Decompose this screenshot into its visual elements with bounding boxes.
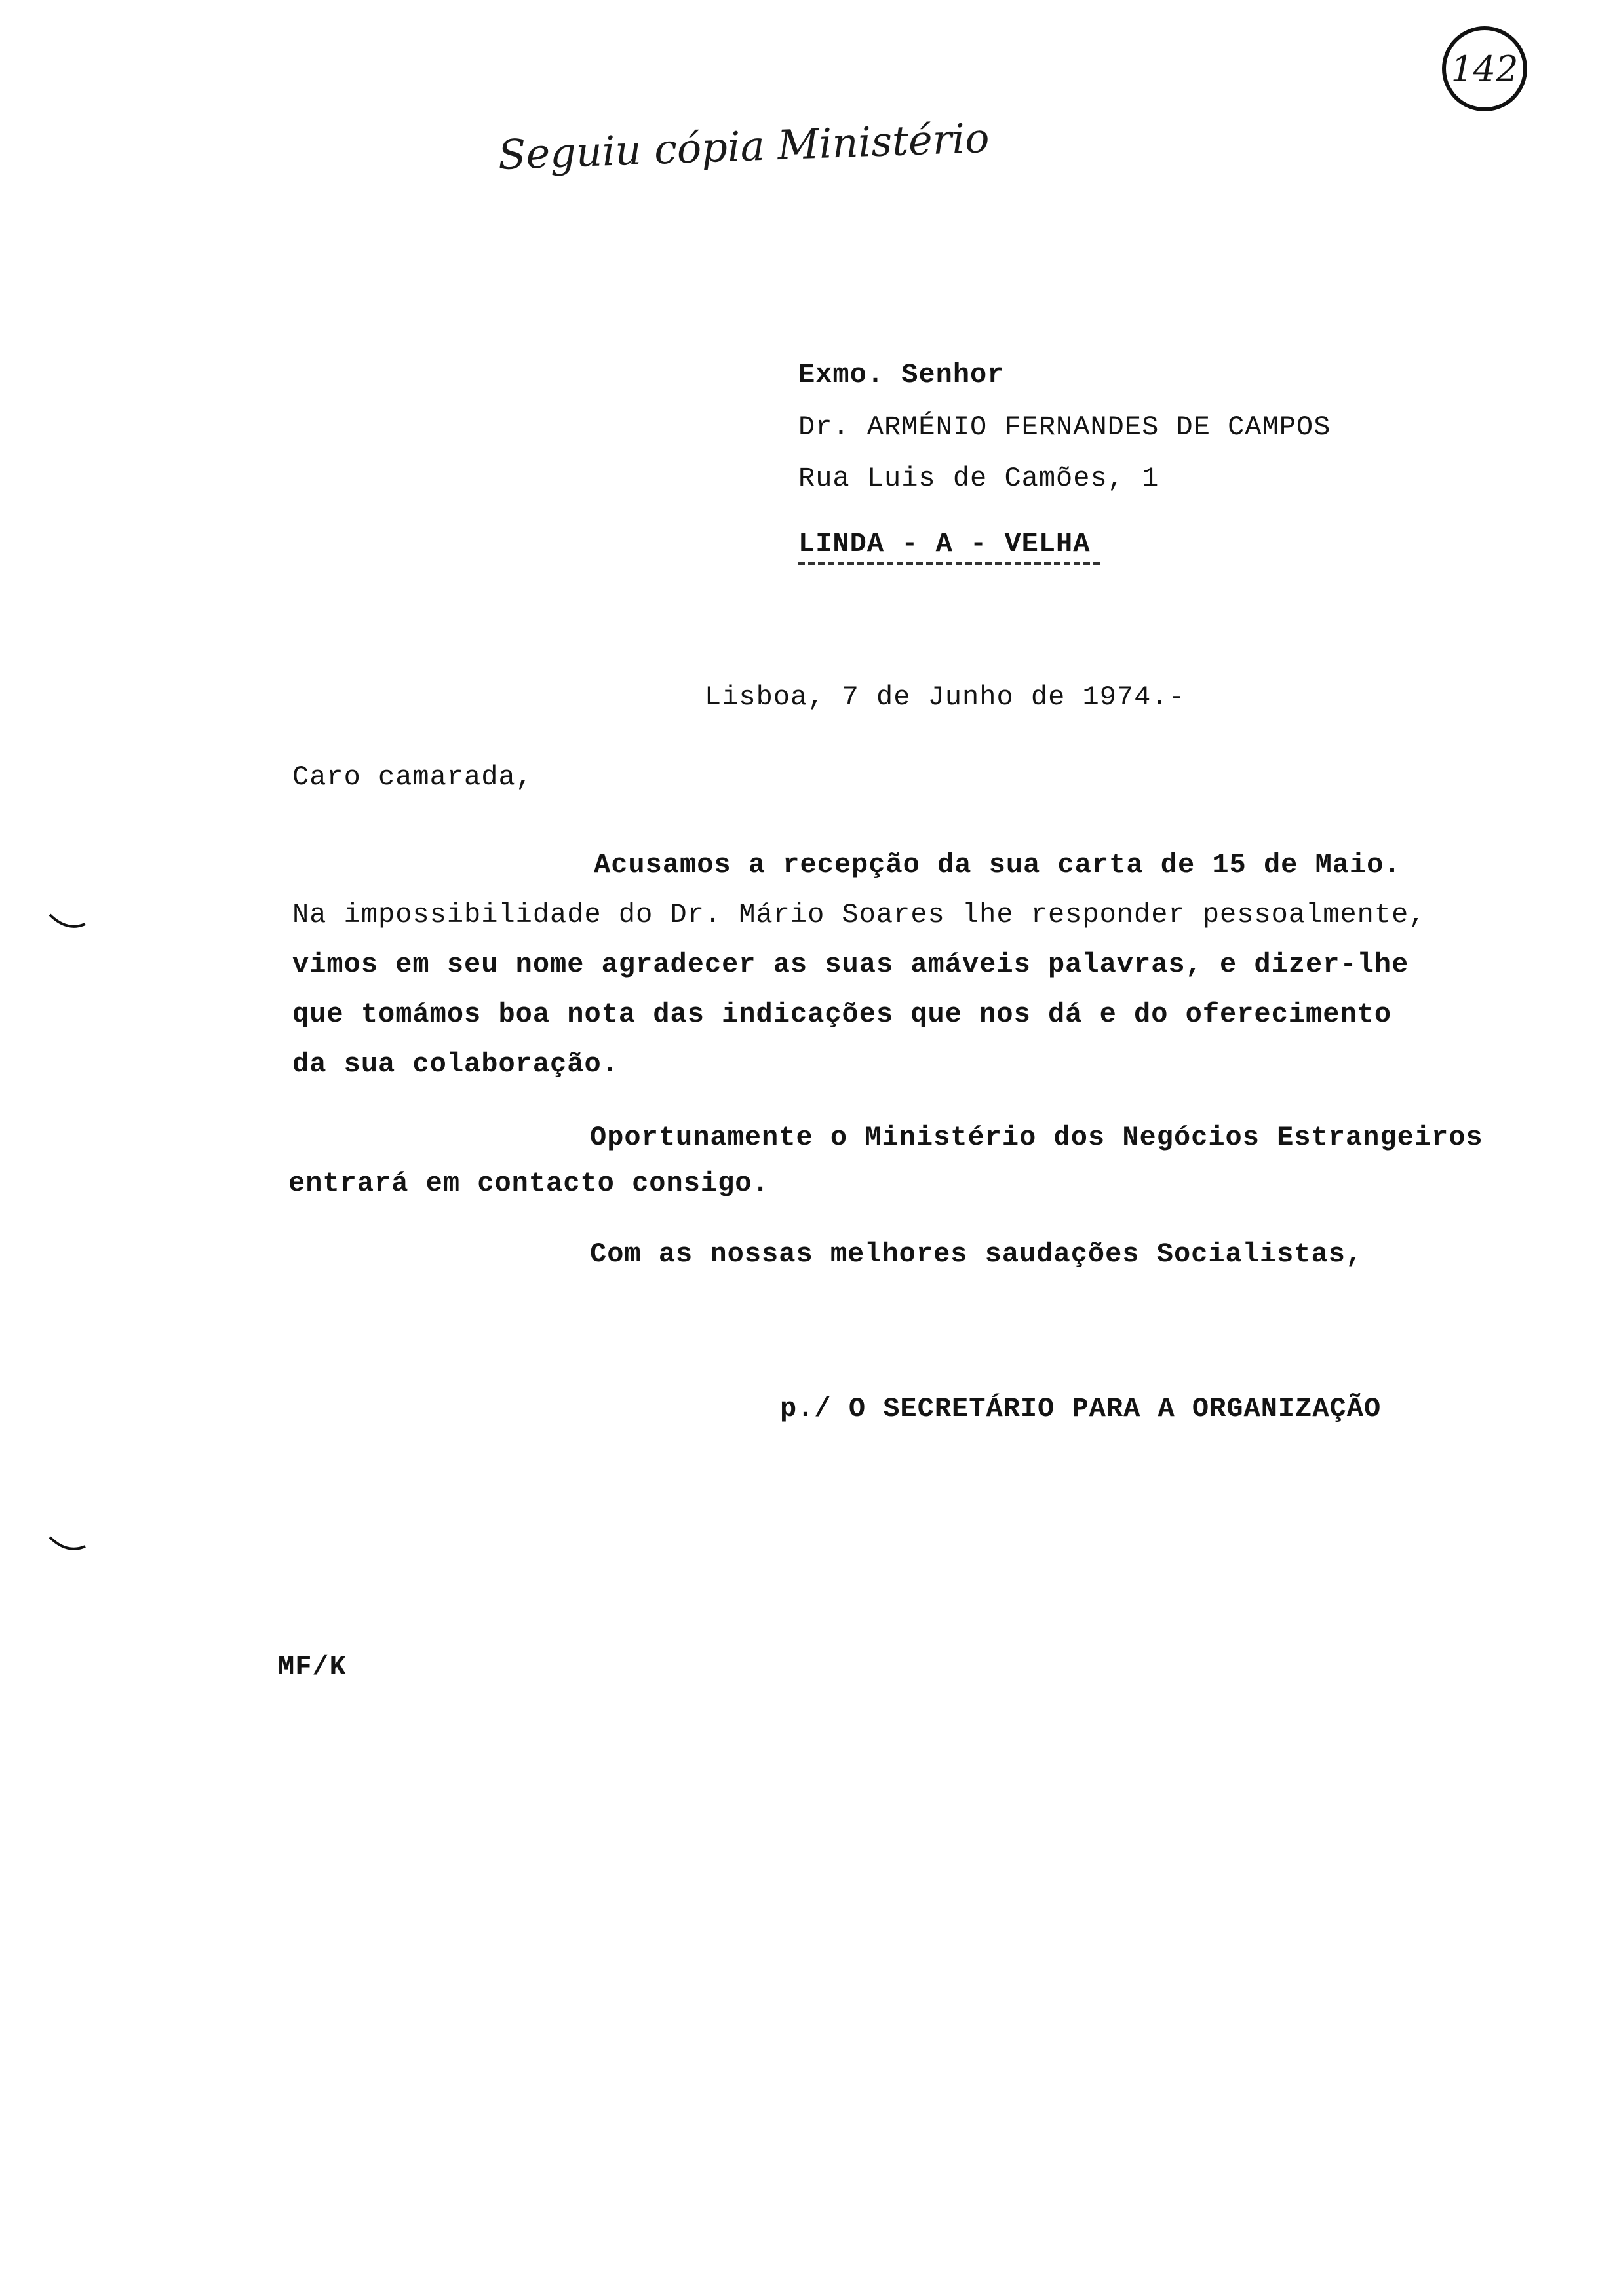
date-line: Lisboa, 7 de Junho de 1974.- — [705, 681, 1186, 713]
paragraph2-line: entrará em contacto consigo. — [288, 1168, 769, 1199]
reference-initials: MF/K — [278, 1651, 347, 1683]
closing-line: Com as nossas melhores saudações Socialistas, — [590, 1238, 1363, 1270]
punch-hole-mark — [47, 912, 88, 932]
page-number-stamp: 142 — [1442, 26, 1527, 111]
paragraph1-line: vimos em seu nome agradecer as suas amáveis palavras, e dizer-lhe — [292, 949, 1409, 980]
handwritten-note: Seguiu cópia Ministério — [497, 113, 990, 179]
recipient-city: LINDA - A - VELHA — [798, 528, 1091, 560]
recipient-salutation-title: Exmo. Senhor — [798, 359, 1005, 391]
paragraph1-line: da sua colaboração. — [292, 1048, 619, 1080]
paragraph1-line: Acusamos a recepção da sua carta de 15 de Maio. — [594, 849, 1401, 881]
recipient-name: Dr. ARMÉNIO FERNANDES DE CAMPOS — [798, 411, 1331, 443]
city-underline — [798, 562, 1100, 565]
recipient-street: Rua Luis de Camões, 1 — [798, 463, 1159, 494]
paragraph1-line: que tomámos boa nota das indicações que nos dá e do oferecimento — [292, 999, 1392, 1030]
signature-block: p./ O SECRETÁRIO PARA A ORGANIZAÇÃO — [780, 1393, 1382, 1425]
paragraph1-line: Na impossibilidade do Dr. Mário Soares lhe responder pessoalmente, — [292, 899, 1426, 930]
greeting: Caro camarada, — [292, 761, 533, 793]
paragraph2-line: Oportunamente o Ministério dos Negócios Estrangeiros — [590, 1122, 1483, 1153]
punch-hole-mark — [47, 1535, 88, 1554]
